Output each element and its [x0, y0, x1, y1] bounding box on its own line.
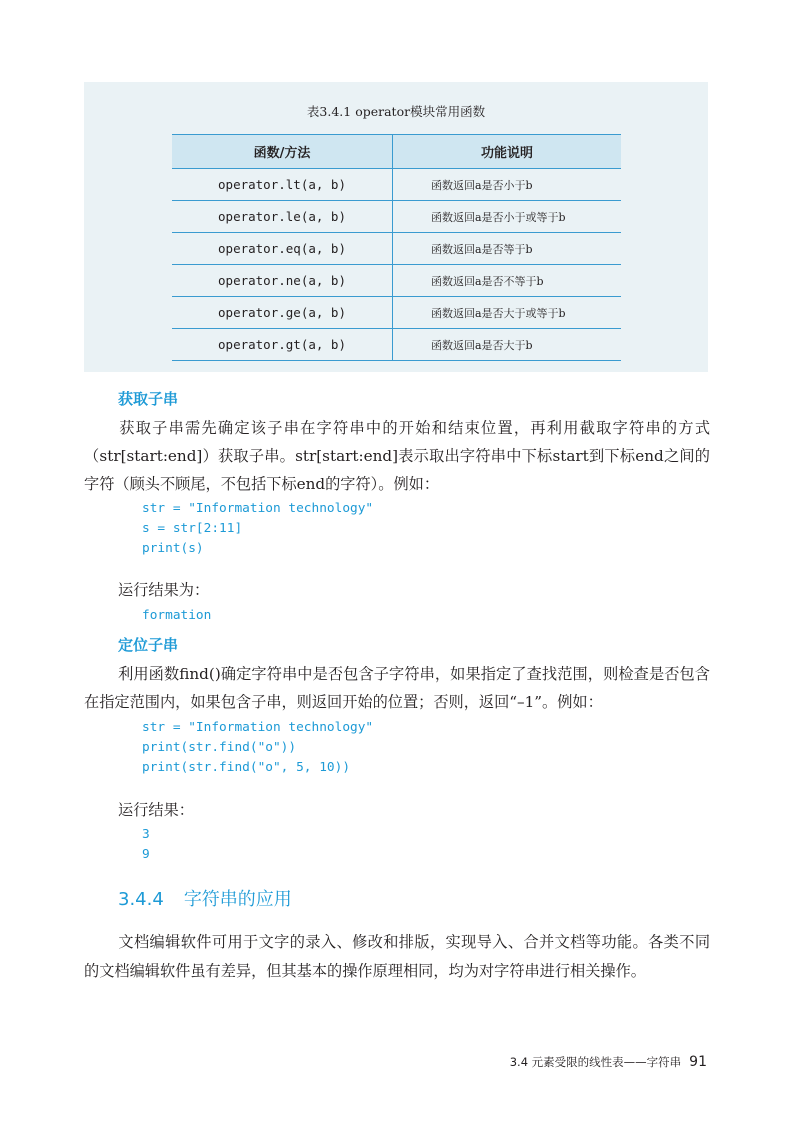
- table-header-row: [172, 135, 621, 169]
- substring-paragraph: [84, 414, 710, 498]
- page-footer: [510, 1054, 707, 1070]
- result-line: 9: [142, 847, 150, 862]
- table-panel: [84, 82, 708, 372]
- function-cell: operator.le(a, b): [172, 201, 393, 233]
- locate-paragraph: [84, 660, 710, 716]
- table-row: [172, 233, 621, 265]
- table-row: [172, 169, 621, 201]
- locate-heading: 定位子串: [118, 636, 179, 654]
- result-line: 3: [142, 827, 150, 842]
- substring-heading: 获取子串: [118, 390, 179, 408]
- function-cell: operator.ne(a, b): [172, 265, 393, 297]
- table-caption: 表3.4.1 operator模块常用函数: [306, 104, 486, 119]
- substring-code-block: [142, 499, 373, 559]
- locate-result-label: 运行结果：: [118, 801, 194, 819]
- locate-code-block: [142, 718, 373, 778]
- section-heading: [118, 885, 292, 911]
- description-cell: 函数返回a是否小于或等于b: [393, 201, 622, 233]
- code-line: print(str.find("o", 5, 10)): [142, 760, 351, 775]
- section-paragraph-text: 文档编辑软件可用于文字的录入、修改和排版，实现导入、合并文档等功能。各类不同的文档编辑软件虽有差异，但其基本的操作原理相同，均为对字符串进行相关操作。: [84, 933, 710, 980]
- page-number: 91: [689, 1054, 707, 1070]
- footer-chapter: 3.4 元素受限的线性表——字符串: [509, 1055, 682, 1069]
- table-row: [172, 329, 621, 361]
- substring-paragraph-text: 获取子串需先确定该子串在字符串中的开始和结束位置，再利用截取字符串的方式（str[start:end]）获取子串。str[start:end]表示取出字符串中下标start到下标end之间的字符（顾头不顾尾，不包括下标end的字符）。例如：: [84, 419, 710, 493]
- function-cell: operator.eq(a, b): [172, 233, 393, 265]
- description-cell: 函数返回a是否大于b: [393, 329, 622, 361]
- table-row: [172, 297, 621, 329]
- table-row: [172, 201, 621, 233]
- code-line: str = "Information technology": [142, 720, 374, 735]
- locate-results: [142, 825, 150, 865]
- locate-paragraph-text: 利用函数find()确定字符串中是否包含子字符串，如果指定了查找范围，则检查是否包含在指定范围内，如果包含子串，则返回开始的位置；否则，返回“–1”。例如：: [84, 665, 710, 711]
- description-cell: 函数返回a是否大于或等于b: [393, 297, 622, 329]
- code-line: str = "Information technology": [142, 501, 374, 516]
- substring-result-label: 运行结果为：: [118, 581, 210, 599]
- section-title: 字符串的应用: [183, 889, 292, 910]
- function-cell: operator.ge(a, b): [172, 297, 393, 329]
- substring-result: formation: [142, 608, 212, 623]
- header-function: 函数/方法: [172, 135, 393, 169]
- section-number: 3.4.4: [118, 889, 164, 910]
- description-cell: 函数返回a是否小于b: [393, 169, 622, 201]
- code-line: s = str[2:11]: [142, 521, 243, 536]
- table-row: [172, 265, 621, 297]
- description-cell: 函数返回a是否不等于b: [393, 265, 622, 297]
- code-line: print(str.find("o")): [142, 740, 297, 755]
- function-cell: operator.gt(a, b): [172, 329, 393, 361]
- operator-table: [172, 134, 621, 361]
- code-line: print(s): [142, 541, 204, 556]
- function-cell: operator.lt(a, b): [172, 169, 393, 201]
- header-description: 功能说明: [393, 135, 622, 169]
- description-cell: 函数返回a是否等于b: [393, 233, 622, 265]
- section-paragraph: [84, 928, 710, 986]
